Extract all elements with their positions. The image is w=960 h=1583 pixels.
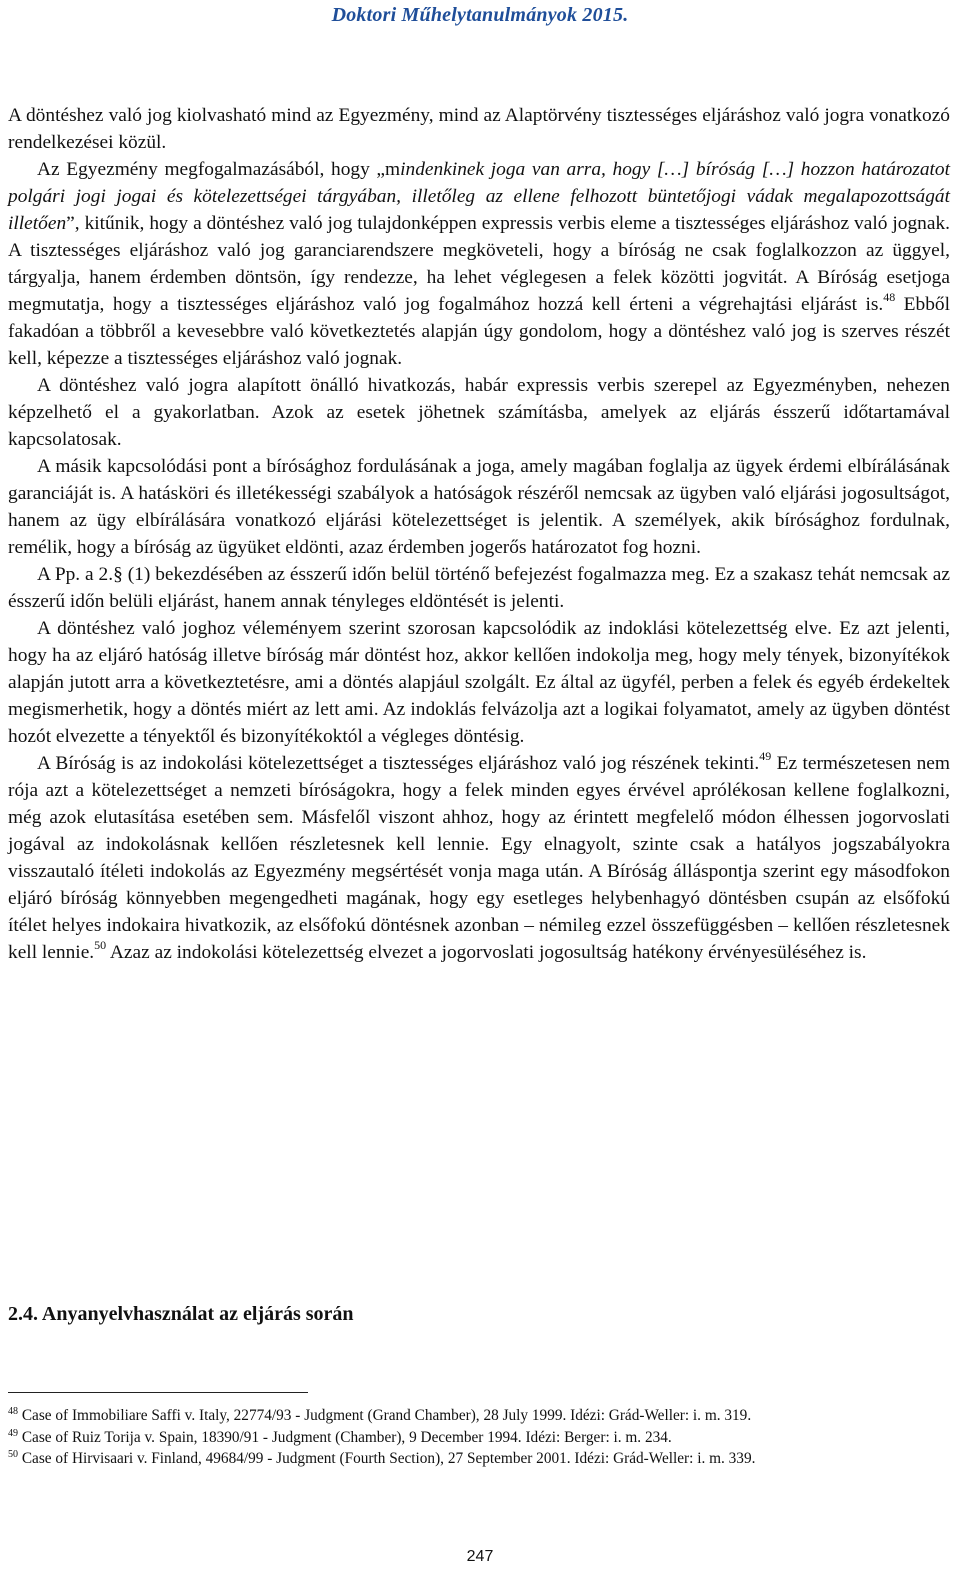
section-heading: 2.4. Anyanyelvhasználat az eljárás során [8, 1303, 354, 1325]
footnote-number: 49 [8, 1427, 18, 1439]
footnote-ref[interactable]: 49 [759, 749, 772, 763]
footnotes [8, 1405, 950, 1470]
running-header: Doktori Műhelytanulmányok 2015. [331, 4, 629, 26]
footnote-number: 48 [8, 1406, 18, 1417]
paragraph: A döntéshez való jogra alapított önálló hivatkozás, habár expressis verbis szerepel az Egyezményben, nehezen képzelhető el a gyakorlatban. Azok az esetek jöhetnek számításba, amelyek az eljárás ésszerű időtartamával kapcsolatosak. [8, 375, 950, 450]
text-run: Azaz az indokolási kötelezettség elvezet a jogorvoslati jogosultság hatékony érvényesüléséhez is. [106, 942, 867, 963]
footnote-ref[interactable]: 50 [94, 938, 107, 952]
paragraph: A Pp. a 2.§ (1) bekezdésében az ésszerű időn belül történő befejezést fogalmazza meg. Ez a szakasz tehát nemcsak az ésszerű időn belüli eljárást, hanem annak tényleges eldöntését is jelenti. [8, 564, 950, 612]
footnote-number: 50 [8, 1449, 18, 1460]
quoted-text: indenkinek joga van arra, hogy […] bíróság […] hozzon határozatot polgári jogi jogai és kötelezettségei tárgyában, illetőleg az ellene felhozott büntetőjogi vádak megalapozottságát illetően [8, 159, 950, 234]
paragraph: A döntéshez való jog kiolvasható mind az Egyezmény, mind az Alaptörvény tisztességes eljáráshoz való jogra vonatkozó rendelkezései közül. [8, 105, 950, 153]
paragraph [8, 156, 950, 372]
footnote-ref[interactable]: 48 [883, 290, 896, 304]
text-run: Ez természetesen nem rója azt a kötelezettséget a nemzeti bíróságokra, hogy a felek minden egyes érvével aprólékosan kellene foglalkozni, még azok elutasítása esetében sem. Másfelől viszont ahhoz, hogy az érintett megfelelő módon élhessen jogorvoslati jogával az indokolásnak kellően részletesnek kell lennie. Egy elnagyolt, szinte csak a hatályos jogszabályokra visszautaló ítéleti indokolás az Egyezmény megsértését vonja maga után. A Bíróság álláspontja szerint egy másodfokon eljáró bíróság könnyebben megengedheti magának, hogy egy esetleges helybenhagyó döntésben csupán az elsőfokú ítélet helyes indokaira hivatkozik, az elsőfokú döntésnek azonban – némileg ezzel összefüggésben – kellően részletesnek kell lennie. [8, 753, 950, 963]
text-run: ”, kitűnik, hogy a döntéshez való jog tulajdonképpen expressis verbis eleme a tisztességes eljáráshoz való jognak. A tisztességes eljáráshoz való jog garanciarendszere megköveteli, hogy a bíróság ne csak foglalkozzon az üggyel, tárgyalja, hanem érdemben döntsön, így rendezze, ha lehet véglegesen a felek közötti jogvitát. A Bíróság esetjoga megmutatja, hogy a tisztességes eljáráshoz való jog fogalmához hozzá kell érteni a végrehajtási eljárást is. [8, 213, 950, 315]
footnote [8, 1448, 950, 1470]
footnote-text: Case of Immobiliare Saffi v. Italy, 22774/93 - Judgment (Grand Chamber), 28 July 1999. Idézi: Grád-Weller: i. m. 319. [21, 1407, 752, 1424]
text-run: Ebből fakadóan a többről a kevesebbre való következtetés alapján úgy gondolom, hogy a döntéshez való jog is szerves részét kell, képezze a tisztességes eljáráshoz való jognak. [8, 294, 950, 369]
footnote-divider [8, 1392, 308, 1393]
footnote-text: Case of Ruiz Torija v. Spain, 18390/91 - Judgment (Chamber), 9 December 1994. Idézi: Berger: i. m. 234. [21, 1428, 672, 1446]
body-text [8, 102, 950, 966]
page-number: 247 [466, 1548, 494, 1565]
footnote [8, 1427, 950, 1449]
paragraph [8, 750, 950, 966]
paragraph: A döntéshez való joghoz véleményem szerint szorosan kapcsolódik az indoklási kötelezettség elve. Ez azt jelenti, hogy ha az eljáró hatóság illetve bíróság már döntést hoz, akkor kellően indokolja meg, hogy mely tények, bizonyítékok alapján jutott arra a következtetésre, ami a döntés alapjául szolgált. Ez által az ügyfél, perben a felek és egyéb érdekeltek megismerhetik, hogy a döntés miért az lett ami. Az indoklás felvázolja azt a logikai folyamatot, amely az ügyben döntést hozót elvezette a tényektől és bizonyítékoktól a végleges döntésig. [8, 618, 950, 747]
footnote-text: Case of Hirvisaari v. Finland, 49684/99 - Judgment (Fourth Section), 27 September 2001. Idézi: Grád-Weller: i. m. 339. [21, 1450, 756, 1467]
text-run: Az Egyezmény megfogalmazásából, hogy „m [37, 159, 401, 180]
footnote [8, 1405, 950, 1427]
text-run: A Bíróság is az indokolási kötelezettséget a tisztességes eljáráshoz való jog részének tekinti. [37, 753, 760, 774]
paragraph: A másik kapcsolódási pont a bírósághoz fordulásának a joga, amely magában foglalja az ügyek érdemi elbírálásának garanciáját is. A hatásköri és illetékességi szabályok a hatóságok részéről nemcsak az ügyben való eljárási jogosultságot, hanem az ügy elbírálására vonatkozó eljárási kötelezettséget is jelentik. A személyek, akik bírósághoz fordulnak, remélik, hogy a bíróság az ügyüket eldönti, azaz érdemben jogerős határozatot fog hozni. [8, 456, 950, 558]
